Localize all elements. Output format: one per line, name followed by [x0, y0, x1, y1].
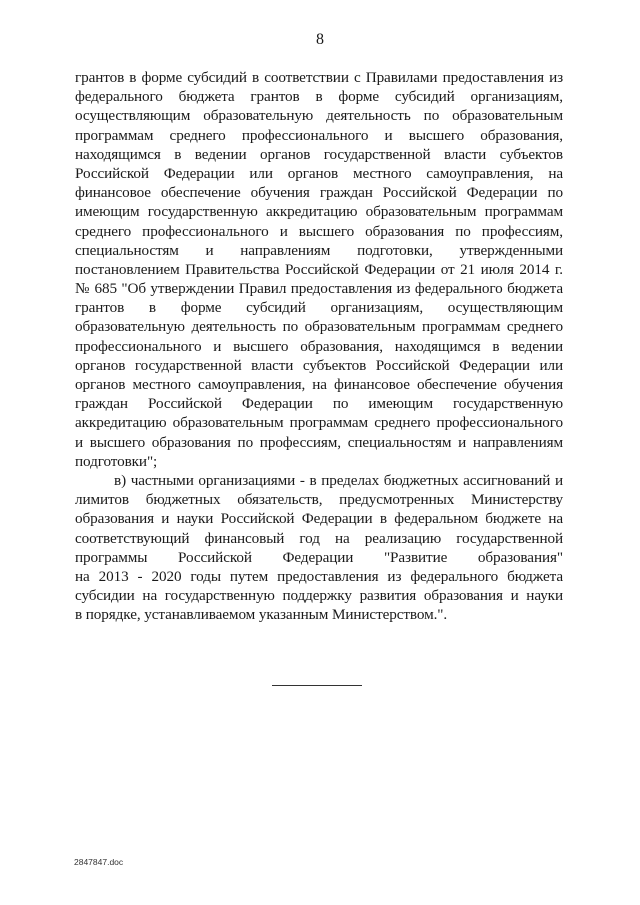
text-line: в порядке, устанавливаемом указанным Министерством.". [75, 606, 448, 624]
text-line: финансовое обеспечение обучения граждан Российской Федерации по [75, 184, 563, 202]
paragraph-2 [75, 471, 563, 625]
text-line: осуществляющим образовательную деятельность по образовательным [75, 107, 563, 125]
text-line: специальностям и направлениям подготовки, утвержденными [75, 241, 563, 259]
end-of-text-rule [272, 685, 362, 686]
text-line: соответствующий финансовый год на реализацию государственной [75, 529, 563, 547]
text-line: органов местного самоуправления, на финансовое обеспечение обучения [75, 376, 563, 393]
document-file-reference: 2847847.doc [74, 857, 124, 867]
text-line: среднего профессионального и высшего образования по профессиям, [75, 222, 563, 240]
text-line: грантов в форме субсидий организациям, осуществляющим [75, 299, 563, 317]
page-number: 8 [316, 31, 324, 48]
text-line: имеющим государственную аккредитацию образовательным программам [75, 203, 563, 221]
text-line: находящимся в ведении органов государственной власти субъектов [75, 145, 563, 163]
paragraph-1 [75, 68, 563, 471]
text-line: профессионального и высшего образования, находящимся в ведении [75, 337, 563, 355]
text-line: грантов в форме субсидий в соответствии с Правилами предоставления из [75, 69, 563, 86]
text-line: на 2013 - 2020 годы путем предоставления из федерального бюджета [75, 567, 563, 585]
text-line: программам среднего профессионального и высшего образования, [75, 126, 563, 144]
text-line: субсидии на государственную поддержку развития образования и науки [75, 587, 563, 605]
text-line: образовательную деятельность по образовательным программам среднего [75, 318, 563, 336]
text-line: граждан Российской Федерации по имеющим государственную [75, 395, 563, 413]
text-line: и высшего образования по профессиям, специальностям и направлениям [75, 433, 563, 451]
text-line: образования и науки Российской Федерации в федеральном бюджете на [75, 510, 563, 528]
text-line: в) частными организациями - в пределах бюджетных ассигнований и [114, 471, 563, 489]
text-line: федерального бюджета грантов в форме субсидий организациям, [75, 88, 563, 106]
text-line: программы Российской Федерации "Развитие образования" [75, 548, 563, 566]
text-line: № 685 "Об утверждении Правил предоставления из федерального бюджета [75, 280, 563, 298]
text-line: лимитов бюджетных обязательств, предусмотренных Министерству [75, 491, 563, 509]
text-line: подготовки"; [75, 452, 158, 470]
text-line: Российской Федерации или органов местного самоуправления, на [75, 164, 563, 182]
text-line: органов государственной власти субъектов Российской Федерации или [75, 356, 563, 374]
body-text [75, 68, 563, 624]
text-line: аккредитацию образовательным программам среднего профессионального [75, 414, 563, 432]
text-line: постановлением Правительства Российской Федерации от 21 июля 2014 г. [75, 260, 563, 278]
